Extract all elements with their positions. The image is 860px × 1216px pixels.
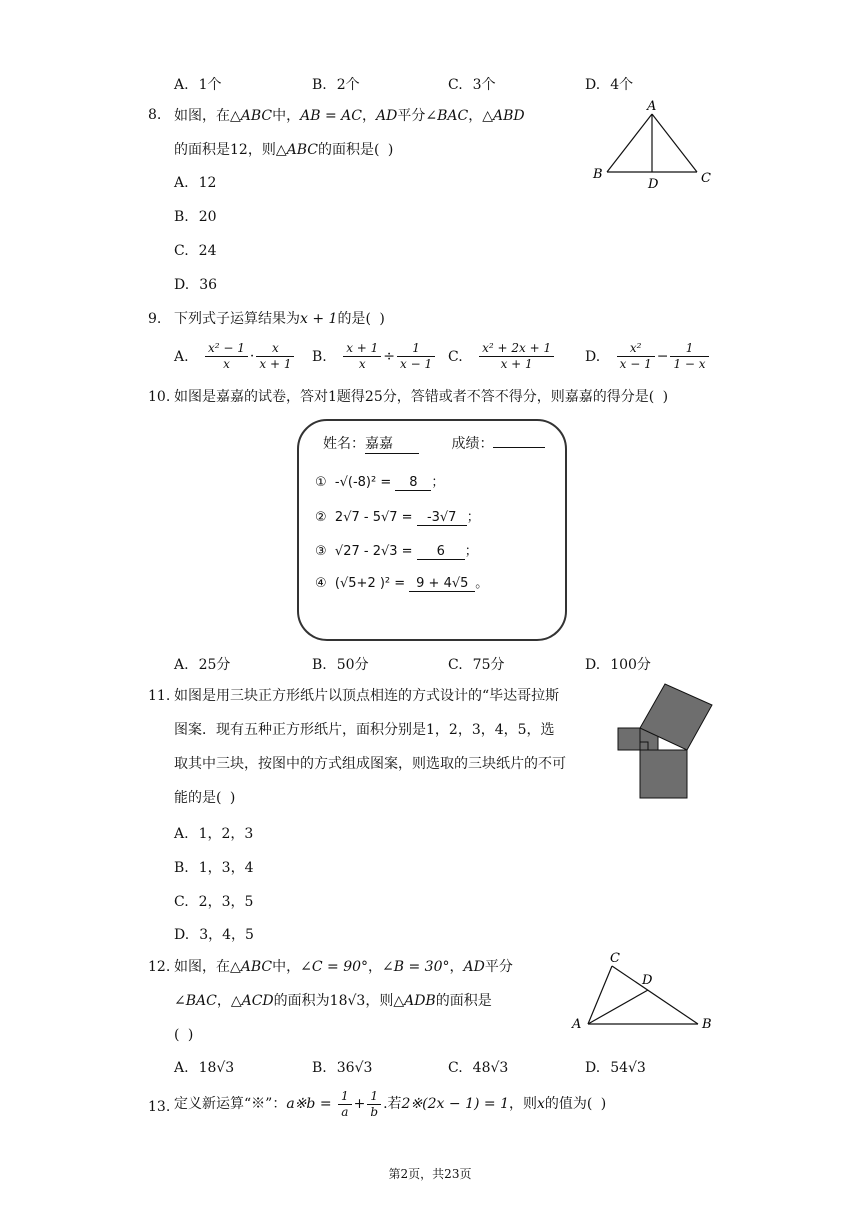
score-blank: [493, 447, 545, 448]
option-text: 12: [198, 175, 217, 191]
option-text: 3，4，5: [199, 927, 254, 943]
q12-stem: [174, 950, 513, 1052]
q9-option-b[interactable]: [312, 341, 437, 372]
option-text: 24: [198, 243, 217, 259]
text: 的面积是12，则: [174, 142, 276, 158]
q11-pythagoras-figure: [612, 680, 716, 804]
option-text: 3个: [472, 77, 496, 93]
option-text: 54√3: [610, 1060, 646, 1076]
fraction: [617, 341, 655, 372]
denominator: x − 1: [617, 356, 655, 372]
text: 中，: [272, 959, 301, 975]
card-item-3: [315, 540, 478, 560]
q11-number: 11.: [148, 688, 171, 704]
option-text: 2个: [336, 77, 360, 93]
fraction: [343, 341, 381, 372]
fraction: [338, 1089, 352, 1120]
option-text: 25分: [198, 657, 231, 673]
option-text: 18√3: [198, 1060, 235, 1076]
option-label: C.: [448, 77, 463, 93]
point-label-d: D: [642, 973, 653, 988]
q10-option-d[interactable]: [585, 654, 651, 674]
name-label: 姓名：: [323, 436, 365, 452]
text: ，则: [508, 1096, 537, 1112]
q12-option-a[interactable]: [174, 1060, 234, 1076]
q10-stem: [174, 380, 670, 414]
point-label-a: A: [572, 1017, 582, 1032]
text: 下列式子运算结果为: [174, 311, 300, 327]
option-label: A.: [174, 348, 189, 365]
q8-option-b[interactable]: [174, 209, 217, 225]
denominator: x: [343, 356, 381, 372]
q8-number: 8.: [148, 107, 162, 123]
q8-stem: [174, 99, 525, 167]
numerator: x: [272, 341, 279, 355]
denominator: 1 − x: [670, 356, 708, 372]
option-label: B.: [312, 77, 327, 93]
answer-paren: ( ): [216, 790, 238, 806]
card-item-1: [315, 471, 444, 491]
text: ，: [449, 959, 464, 975]
math: AD: [376, 108, 398, 124]
option-text: 36√3: [336, 1060, 373, 1076]
operator: +: [353, 1096, 366, 1112]
math: ∠B = 30°: [382, 959, 450, 975]
denominator: x − 1: [397, 356, 435, 372]
math: 18√3: [329, 993, 366, 1009]
q12-triangle-figure: [568, 948, 718, 1034]
denominator: x: [205, 356, 248, 372]
q12-option-b[interactable]: [312, 1060, 372, 1076]
point-label-c: C: [610, 951, 620, 966]
item-expression: 2√7 - 5√7 =: [334, 510, 413, 525]
text-line: 能的是: [174, 790, 216, 806]
item-end: ；: [466, 510, 480, 525]
text: ，则: [365, 993, 394, 1009]
option-label: A.: [174, 826, 189, 842]
math: x: [536, 1096, 545, 1112]
fraction: [367, 1089, 381, 1120]
q8-option-d[interactable]: [174, 277, 217, 293]
math: 2※(2x − 1) = 1: [401, 1096, 509, 1112]
option-label: D.: [174, 277, 190, 293]
option-text: 1个: [198, 77, 222, 93]
item-answer: 6: [417, 544, 465, 560]
point-label-b: B: [702, 1017, 712, 1032]
option-label: C.: [448, 1060, 463, 1076]
text: ，: [216, 993, 231, 1009]
q7-option-d[interactable]: [585, 74, 633, 94]
denominator: a: [338, 1104, 352, 1120]
option-label: D.: [585, 657, 601, 673]
math: a※b =: [286, 1096, 332, 1112]
item-end: ；: [464, 544, 478, 559]
option-text: 100分: [610, 657, 651, 673]
math: AD: [463, 959, 485, 975]
item-end: 。: [475, 576, 489, 591]
text: 如图，在: [174, 959, 230, 975]
option-text: 4个: [610, 77, 634, 93]
item-number: ③: [315, 544, 327, 559]
option-label: D.: [585, 77, 601, 93]
numerator: 1: [341, 1088, 349, 1103]
option-label: B.: [312, 1060, 327, 1076]
operator: ÷: [383, 348, 396, 365]
student-name: 嘉嘉: [365, 433, 419, 454]
math: △ABD: [482, 108, 525, 124]
card-item-4: [315, 572, 488, 592]
option-label: C.: [174, 243, 189, 259]
math: x + 1: [300, 311, 338, 327]
point-label-a: A: [647, 99, 657, 114]
q12-option-c[interactable]: [448, 1060, 508, 1076]
math: △ABC: [275, 142, 318, 158]
q8-triangle-figure: [585, 96, 725, 192]
item-end: ；: [431, 475, 445, 490]
option-text: 48√3: [472, 1060, 509, 1076]
text: 平分: [397, 108, 426, 124]
fraction: [256, 341, 294, 372]
text: 的面积是: [435, 993, 492, 1009]
q7-option-b[interactable]: [312, 74, 360, 94]
q11-option-d[interactable]: [174, 924, 254, 944]
math: △ACD: [230, 993, 274, 1009]
q10-exam-card: [297, 419, 567, 641]
item-number: ④: [315, 576, 327, 591]
card-item-2: [315, 506, 480, 526]
text: 定义新运算“※”：: [174, 1096, 287, 1112]
q9-number: 9.: [148, 311, 162, 327]
text: 的值为: [544, 1096, 587, 1112]
point-label-c: C: [701, 171, 711, 186]
numerator: 1: [685, 341, 694, 355]
fraction: [479, 341, 554, 372]
q10-option-a[interactable]: [174, 654, 230, 674]
answer-paren: ( ): [648, 389, 671, 405]
option-text: 50分: [336, 657, 369, 673]
q8-option-c[interactable]: [174, 243, 217, 259]
text: .若: [383, 1096, 402, 1112]
option-label: D.: [174, 927, 190, 943]
option-label: C.: [448, 657, 463, 673]
math: AB = AC: [300, 108, 362, 124]
denominator: x + 1: [479, 356, 554, 372]
text: 的是: [337, 311, 366, 327]
operator: −: [656, 348, 669, 365]
item-answer: -3√7: [417, 510, 467, 526]
point-label-d: D: [648, 177, 659, 192]
q12-option-d[interactable]: [585, 1060, 646, 1076]
q11-option-c[interactable]: [174, 891, 253, 911]
text-line: 如图是用三块正方形纸片以顶点相连的方式设计的“毕达哥拉斯: [174, 688, 560, 704]
text: ，: [362, 108, 376, 124]
q12-number: 12.: [148, 959, 171, 975]
item-expression: √27 - 2√3 =: [334, 544, 413, 559]
text: 平分: [484, 959, 513, 975]
q10-option-c[interactable]: [448, 654, 505, 674]
q8-option-a[interactable]: [174, 175, 216, 191]
text: 的面积是: [317, 142, 374, 158]
item-number: ①: [315, 475, 327, 490]
text-line: 取其中三块，按图中的方式组成图案，则选取的三块纸片的不可: [174, 756, 566, 772]
item-answer: 8: [395, 475, 431, 491]
text: ，: [368, 959, 383, 975]
fraction: [670, 341, 708, 372]
point-label-b: B: [593, 167, 603, 182]
math: ∠BAC: [174, 993, 217, 1009]
q10-number: 10.: [148, 389, 171, 405]
option-label: C.: [448, 348, 463, 365]
math: △ADB: [393, 993, 436, 1009]
numerator: 1: [412, 341, 420, 355]
q9-option-c[interactable]: [448, 341, 556, 372]
answer-paren: ( ): [373, 142, 396, 158]
q7-option-a[interactable]: [174, 74, 221, 94]
numerator: x²: [629, 341, 642, 355]
option-label: B.: [174, 860, 189, 876]
q9-option-a[interactable]: [174, 341, 296, 372]
option-label: D.: [585, 348, 601, 365]
text: 的面积为: [273, 993, 330, 1009]
q9-option-d[interactable]: [585, 341, 711, 372]
item-number: ②: [315, 510, 327, 525]
q11-option-b[interactable]: [174, 857, 253, 877]
math: ∠BAC: [425, 108, 469, 124]
answer-paren: ( ): [174, 1027, 196, 1043]
item-expression: (√5+2 )² =: [334, 576, 406, 591]
score-label: 成绩：: [451, 436, 494, 452]
option-label: A.: [174, 77, 189, 93]
text: ，: [468, 108, 483, 124]
text: 如图是嘉嘉的试卷，答对1题得25分，答错或者不答不得分，则嘉嘉的得分是: [174, 389, 649, 405]
q9-stem: [174, 302, 387, 336]
numerator: x² + 2x + 1: [482, 341, 552, 355]
math: ∠C = 90°: [300, 959, 369, 975]
option-text: 2，3，5: [198, 894, 254, 910]
denominator: b: [367, 1104, 381, 1120]
option-label: B.: [312, 348, 327, 365]
text: 如图，在: [174, 108, 230, 124]
option-label: B.: [174, 209, 189, 225]
fraction: [205, 341, 248, 372]
option-text: 75分: [472, 657, 505, 673]
answer-paren: ( ): [586, 1096, 609, 1112]
q13-stem: [174, 1087, 608, 1121]
operator: ·: [249, 348, 255, 365]
option-text: 1，2，3: [198, 826, 254, 842]
text-line: 图案．现有五种正方形纸片，面积分别是1，2，3，4，5，选: [174, 722, 555, 738]
option-text: 1，3，4: [198, 860, 254, 876]
option-label: B.: [312, 657, 327, 673]
option-label: D.: [585, 1060, 601, 1076]
numerator: 1: [370, 1088, 379, 1103]
q13-number: 13.: [148, 1099, 171, 1115]
q10-option-b[interactable]: [312, 654, 369, 674]
option-label: A.: [174, 175, 189, 191]
numerator: x + 1: [346, 341, 379, 355]
q11-option-a[interactable]: [174, 823, 253, 843]
page-footer: 第2页，共23页: [388, 1167, 472, 1181]
q11-stem: [174, 679, 566, 815]
fraction: [397, 341, 435, 372]
denominator: x + 1: [256, 356, 294, 372]
card-name-row: [323, 433, 545, 454]
item-expression: -√(-8)² =: [334, 475, 392, 490]
option-label: C.: [174, 894, 189, 910]
option-text: 20: [198, 209, 217, 225]
option-label: A.: [174, 657, 189, 673]
math: △ABC: [230, 959, 273, 975]
item-answer: 9 + 4√5: [409, 576, 475, 592]
answer-paren: ( ): [365, 311, 387, 327]
q7-option-c[interactable]: [448, 74, 496, 94]
math: △ABC: [230, 108, 273, 124]
text: 中，: [272, 108, 301, 124]
numerator: x² − 1: [208, 341, 245, 355]
option-text: 36: [199, 277, 218, 293]
option-label: A.: [174, 1060, 189, 1076]
